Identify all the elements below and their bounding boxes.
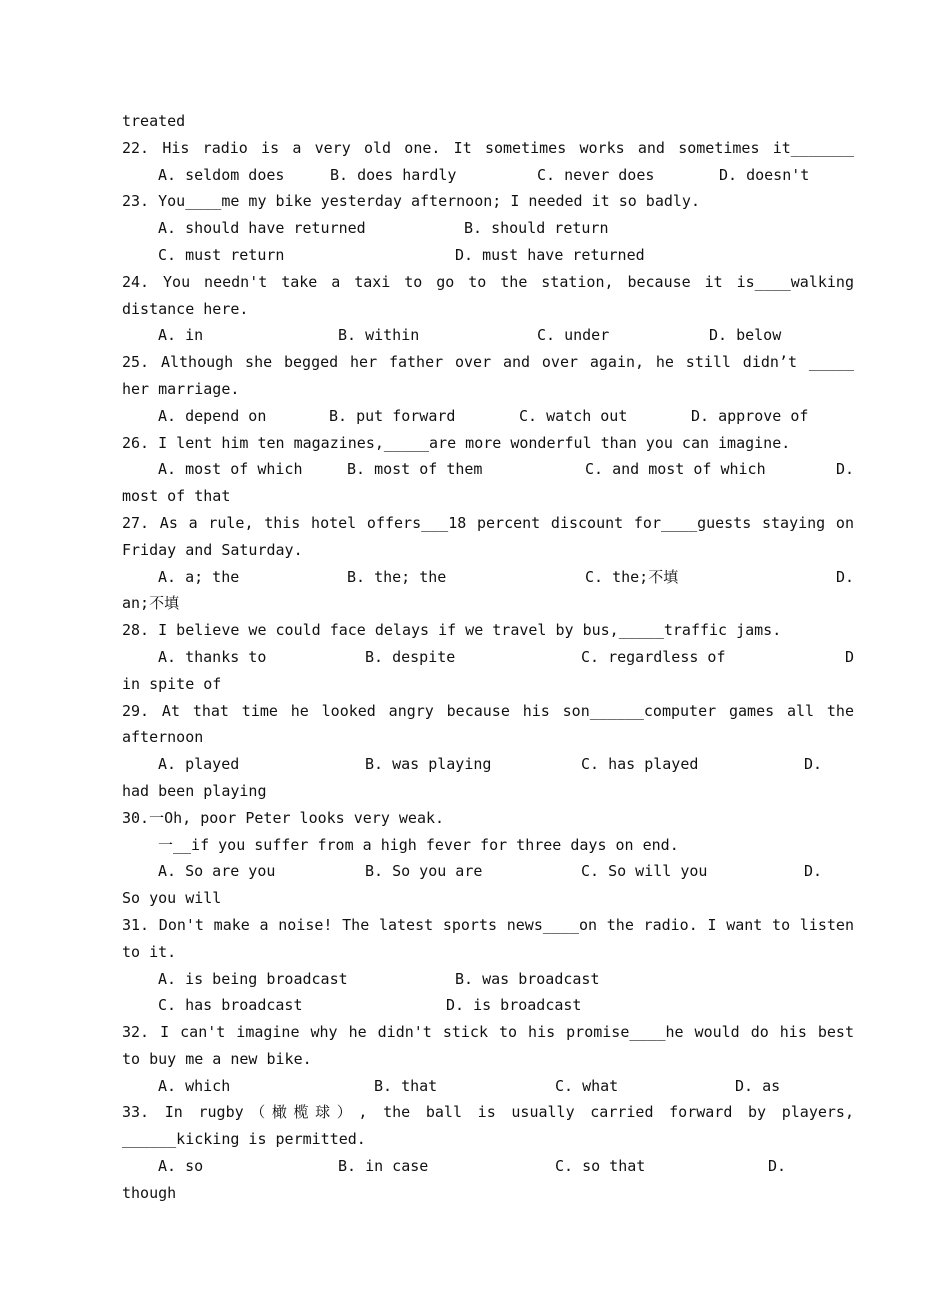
option-a: A. most of which — [158, 460, 303, 479]
option-d: D. — [803, 755, 822, 774]
options-25 — [122, 403, 854, 430]
option-a: A. in — [158, 326, 204, 345]
option-d-cont: had been playing — [122, 781, 267, 800]
option-b: B. was broadcast — [455, 969, 600, 988]
option-d-cont: in spite of — [122, 674, 222, 693]
question-31: 31. Don't make a noise! The latest sports news____on the radio. I want to listen — [122, 915, 854, 934]
question-28: 28. I believe we could face delays if we travel by bus,_____traffic jams. — [122, 621, 782, 640]
option-c: C. has broadcast — [158, 996, 303, 1015]
text-line: treated — [122, 112, 186, 130]
option-b: B. most of them — [347, 460, 483, 479]
question-29-cont: afternoon — [122, 728, 204, 747]
option-d: D. doesn't — [719, 165, 810, 184]
question-32-cont: to buy me a new bike. — [122, 1049, 312, 1068]
option-a: A. is being broadcast — [158, 969, 348, 988]
option-c: C. the;不填 — [585, 567, 679, 586]
option-d: D. as — [735, 1076, 781, 1095]
question-25-cont: her marriage. — [122, 379, 240, 398]
option-d: D. below — [709, 326, 782, 345]
question-24-cont: distance here. — [122, 299, 249, 318]
question-22: 22. His radio is a very old one. It sometimes works and sometimes it_______ — [122, 138, 854, 157]
question-27: 27. As a rule, this hotel offers___18 percent discount for____guests staying on — [122, 513, 854, 532]
options-32 — [122, 1073, 854, 1100]
options-24 — [122, 322, 854, 349]
options-26 — [122, 456, 854, 483]
question-32: 32. I can't imagine why he didn't stick to his promise____he would do his best — [122, 1023, 854, 1042]
option-c: C. what — [555, 1076, 619, 1095]
option-a: A. should have returned — [158, 219, 366, 238]
option-c: C. under — [537, 326, 610, 345]
option-c: C. and most of which — [585, 460, 766, 479]
option-b: B. was playing — [365, 755, 492, 774]
option-c: C. regardless of — [581, 647, 726, 666]
option-c: C. so that — [555, 1157, 646, 1176]
option-a: A. seldom does — [158, 165, 285, 184]
question-27-cont: Friday and Saturday. — [122, 540, 303, 559]
option-d-cont: most of that — [122, 487, 231, 506]
option-b: B. within — [338, 326, 420, 345]
option-d: D. is broadcast — [446, 996, 582, 1015]
option-d-cont: an;不填 — [122, 594, 180, 613]
options-31-cd — [122, 992, 854, 1019]
options-22 — [122, 162, 854, 189]
options-23 — [122, 215, 854, 242]
question-29: 29. At that time he looked angry because his son______computer games all the — [122, 701, 854, 720]
option-b: B. despite — [365, 647, 456, 666]
question-25: 25. Although she begged her father over and over again, he still didn’t _____ — [122, 353, 854, 372]
option-d: D — [844, 647, 854, 666]
option-a: A. so — [158, 1157, 204, 1176]
question-24: 24. You needn't take a taxi to go to the station, because it is____walking — [122, 272, 854, 291]
question-33-cont: ______kicking is permitted. — [122, 1130, 366, 1149]
option-b: B. So you are — [365, 862, 483, 881]
option-d: D. — [767, 1157, 786, 1176]
question-30: 30.一Oh, poor Peter looks very weak. — [122, 808, 445, 827]
option-d-cont: though — [122, 1183, 177, 1202]
options-28 — [122, 644, 854, 671]
options-33 — [122, 1153, 854, 1180]
options-23-cd — [122, 242, 854, 269]
options-31 — [122, 966, 854, 993]
question-31-cont: to it. — [122, 942, 177, 961]
option-a: A. So are you — [158, 862, 276, 881]
option-c: C. never does — [537, 165, 655, 184]
option-b: B. the; the — [347, 567, 447, 586]
option-b: B. does hardly — [330, 165, 457, 184]
question-23: 23. You____me my bike yesterday afternoon; I needed it so badly. — [122, 192, 700, 211]
question-33: 33. In rugby（橄榄球）, the ball is usually carried forward by players, — [122, 1103, 854, 1122]
option-c: C. So will you — [581, 862, 708, 881]
option-b: B. in case — [338, 1157, 429, 1176]
option-c: C. must return — [158, 245, 285, 264]
option-a: A. depend on — [158, 406, 267, 425]
option-c: C. has played — [581, 755, 699, 774]
question-30-cont: 一__if you suffer from a high fever for three days on end. — [158, 835, 679, 854]
question-26: 26. I lent him ten magazines,_____are more wonderful than you can imagine. — [122, 433, 791, 452]
option-d: D. must have returned — [455, 245, 645, 264]
option-d: D. — [835, 460, 854, 479]
option-a: A. played — [158, 755, 240, 774]
document-page — [122, 108, 854, 1207]
option-d: D. approve of — [691, 406, 809, 425]
option-d: D. — [803, 862, 822, 881]
options-29 — [122, 751, 854, 778]
option-a: A. a; the — [158, 567, 240, 586]
option-d-cont: So you will — [122, 889, 222, 908]
options-30 — [122, 858, 854, 885]
option-a: A. which — [158, 1076, 231, 1095]
options-27 — [122, 564, 854, 591]
option-b: B. that — [374, 1076, 438, 1095]
option-b: B. should return — [464, 219, 609, 238]
option-d: D. — [835, 567, 854, 586]
option-a: A. thanks to — [158, 647, 267, 666]
option-b: B. put forward — [329, 406, 456, 425]
option-c: C. watch out — [519, 406, 628, 425]
